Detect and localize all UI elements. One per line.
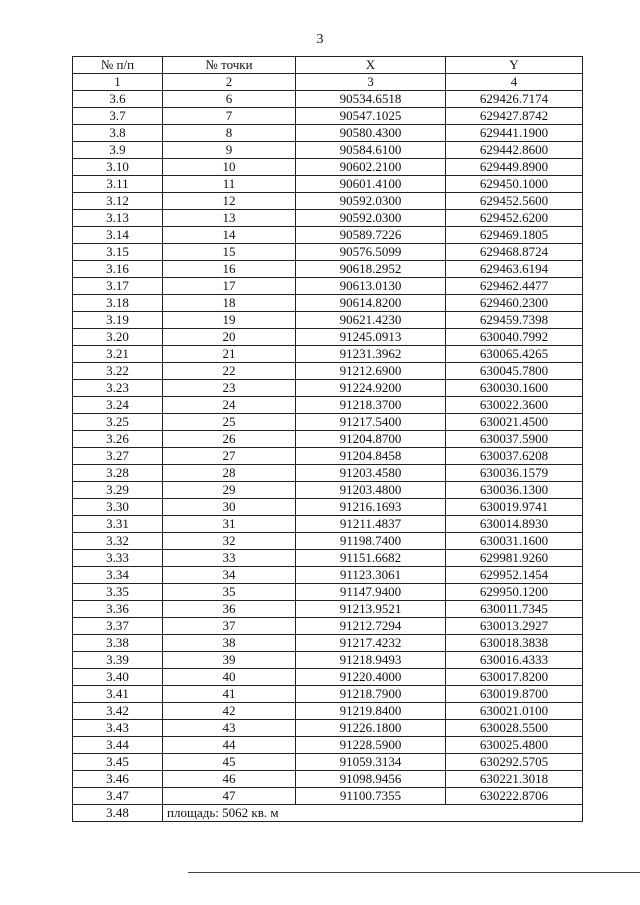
point-number-cell: 35	[163, 584, 296, 601]
point-number-cell: 17	[163, 278, 296, 295]
y-coordinate-cell: 630018.3838	[446, 635, 583, 652]
row-number-cell: 3.21	[73, 346, 163, 363]
table-row	[73, 720, 583, 737]
point-number-cell: 30	[163, 499, 296, 516]
row-number-cell: 3.46	[73, 771, 163, 788]
table-row	[73, 193, 583, 210]
y-coordinate-cell: 629452.6200	[446, 210, 583, 227]
y-coordinate-cell: 630013.2927	[446, 618, 583, 635]
point-number-cell: 16	[163, 261, 296, 278]
x-coordinate-cell: 90547.1025	[296, 108, 446, 125]
row-number-cell: 3.7	[73, 108, 163, 125]
point-number-cell: 9	[163, 142, 296, 159]
point-number-cell: 11	[163, 176, 296, 193]
row-number-cell: 3.24	[73, 397, 163, 414]
table-row	[73, 125, 583, 142]
x-coordinate-cell: 90621.4230	[296, 312, 446, 329]
row-number-cell: 3.47	[73, 788, 163, 805]
row-number-cell: 3.37	[73, 618, 163, 635]
y-coordinate-cell: 630019.8700	[446, 686, 583, 703]
x-coordinate-cell: 90589.7226	[296, 227, 446, 244]
row-number-cell: 3.15	[73, 244, 163, 261]
header-row-number: № п/п	[73, 57, 163, 74]
table-row	[73, 414, 583, 431]
x-coordinate-cell: 91151.6682	[296, 550, 446, 567]
row-number-cell: 3.33	[73, 550, 163, 567]
table-row	[73, 669, 583, 686]
x-coordinate-cell: 91217.5400	[296, 414, 446, 431]
x-coordinate-cell: 91218.7900	[296, 686, 446, 703]
x-coordinate-cell: 91213.9521	[296, 601, 446, 618]
header-point-number: № точки	[163, 57, 296, 74]
table-row	[73, 312, 583, 329]
y-coordinate-cell: 629468.8724	[446, 244, 583, 261]
row-number-cell: 3.9	[73, 142, 163, 159]
table-row	[73, 567, 583, 584]
x-coordinate-cell: 91098.9456	[296, 771, 446, 788]
x-coordinate-cell: 91204.8458	[296, 448, 446, 465]
y-coordinate-cell: 629952.1454	[446, 567, 583, 584]
row-number-cell: 3.28	[73, 465, 163, 482]
row-number-cell: 3.18	[73, 295, 163, 312]
x-coordinate-cell: 91218.9493	[296, 652, 446, 669]
point-number-cell: 12	[163, 193, 296, 210]
row-number-cell: 3.8	[73, 125, 163, 142]
table-row	[73, 516, 583, 533]
table-row	[73, 550, 583, 567]
row-number-cell: 3.16	[73, 261, 163, 278]
x-coordinate-cell: 90576.5099	[296, 244, 446, 261]
point-number-cell: 27	[163, 448, 296, 465]
table-row	[73, 737, 583, 754]
row-number-cell: 3.6	[73, 91, 163, 108]
y-coordinate-cell: 630025.4800	[446, 737, 583, 754]
table-row	[73, 227, 583, 244]
row-number-cell: 3.25	[73, 414, 163, 431]
table-row	[73, 397, 583, 414]
table-row	[73, 346, 583, 363]
y-coordinate-cell: 629463.6194	[446, 261, 583, 278]
y-coordinate-cell: 629462.4477	[446, 278, 583, 295]
point-number-cell: 7	[163, 108, 296, 125]
y-coordinate-cell: 629460.2300	[446, 295, 583, 312]
x-coordinate-cell: 91219.8400	[296, 703, 446, 720]
point-number-cell: 22	[163, 363, 296, 380]
x-coordinate-cell: 91123.3061	[296, 567, 446, 584]
point-number-cell: 36	[163, 601, 296, 618]
row-number-cell: 3.38	[73, 635, 163, 652]
y-coordinate-cell: 630017.8200	[446, 669, 583, 686]
x-coordinate-cell: 91212.6900	[296, 363, 446, 380]
y-coordinate-cell: 630019.9741	[446, 499, 583, 516]
x-coordinate-cell: 90618.2952	[296, 261, 446, 278]
point-number-cell: 44	[163, 737, 296, 754]
row-number-cell: 3.26	[73, 431, 163, 448]
row-number-cell: 3.11	[73, 176, 163, 193]
y-coordinate-cell: 629426.7174	[446, 91, 583, 108]
y-coordinate-cell: 630045.7800	[446, 363, 583, 380]
table-row	[73, 533, 583, 550]
table-row	[73, 244, 583, 261]
y-coordinate-cell: 630036.1300	[446, 482, 583, 499]
row-number-cell: 3.44	[73, 737, 163, 754]
table-row	[73, 278, 583, 295]
row-number-cell: 3.17	[73, 278, 163, 295]
x-coordinate-cell: 91231.3962	[296, 346, 446, 363]
y-coordinate-cell: 630022.3600	[446, 397, 583, 414]
y-coordinate-cell: 630021.4500	[446, 414, 583, 431]
table-row	[73, 754, 583, 771]
table-row	[73, 108, 583, 125]
row-number-cell: 3.45	[73, 754, 163, 771]
table-row	[73, 261, 583, 278]
y-coordinate-cell: 630014.8930	[446, 516, 583, 533]
table-row	[73, 584, 583, 601]
x-coordinate-cell: 91198.7400	[296, 533, 446, 550]
point-number-cell: 33	[163, 550, 296, 567]
point-number-cell: 26	[163, 431, 296, 448]
row-number-cell: 3.32	[73, 533, 163, 550]
row-number-cell: 3.30	[73, 499, 163, 516]
point-number-cell: 47	[163, 788, 296, 805]
x-coordinate-cell: 90534.6518	[296, 91, 446, 108]
table-row	[73, 703, 583, 720]
table-row	[73, 635, 583, 652]
row-number-cell: 3.27	[73, 448, 163, 465]
table-row	[73, 431, 583, 448]
y-coordinate-cell: 630036.1579	[446, 465, 583, 482]
y-coordinate-cell: 630031.1600	[446, 533, 583, 550]
y-coordinate-cell: 630016.4333	[446, 652, 583, 669]
y-coordinate-cell: 630292.5705	[446, 754, 583, 771]
table-row	[73, 601, 583, 618]
table-row	[73, 448, 583, 465]
x-coordinate-cell: 91212.7294	[296, 618, 446, 635]
row-number-cell: 3.22	[73, 363, 163, 380]
point-number-cell: 10	[163, 159, 296, 176]
bottom-rule	[188, 872, 640, 873]
y-coordinate-cell: 630028.5500	[446, 720, 583, 737]
y-coordinate-cell: 630011.7345	[446, 601, 583, 618]
x-coordinate-cell: 90592.0300	[296, 193, 446, 210]
table-body	[73, 91, 583, 805]
row-number-cell: 3.36	[73, 601, 163, 618]
table-row	[73, 380, 583, 397]
table-row	[73, 363, 583, 380]
point-number-cell: 37	[163, 618, 296, 635]
y-coordinate-cell: 629450.1000	[446, 176, 583, 193]
x-coordinate-cell: 91100.7355	[296, 788, 446, 805]
row-number-cell: 3.23	[73, 380, 163, 397]
point-number-cell: 41	[163, 686, 296, 703]
point-number-cell: 40	[163, 669, 296, 686]
point-number-cell: 20	[163, 329, 296, 346]
x-coordinate-cell: 91216.1693	[296, 499, 446, 516]
table-row	[73, 329, 583, 346]
y-coordinate-cell: 630037.6208	[446, 448, 583, 465]
x-coordinate-cell: 91204.8700	[296, 431, 446, 448]
x-coordinate-cell: 91203.4580	[296, 465, 446, 482]
row-number-cell: 3.10	[73, 159, 163, 176]
y-coordinate-cell: 630037.5900	[446, 431, 583, 448]
row-number-cell: 3.42	[73, 703, 163, 720]
point-number-cell: 18	[163, 295, 296, 312]
point-number-cell: 25	[163, 414, 296, 431]
y-coordinate-cell: 630040.7992	[446, 329, 583, 346]
header-x: X	[296, 57, 446, 74]
column-index: 2	[163, 74, 296, 91]
table-index-row	[73, 74, 583, 91]
row-number-cell: 3.13	[73, 210, 163, 227]
row-number-cell: 3.19	[73, 312, 163, 329]
point-number-cell: 28	[163, 465, 296, 482]
table-row	[73, 499, 583, 516]
row-number-cell: 3.29	[73, 482, 163, 499]
row-number-cell: 3.43	[73, 720, 163, 737]
table-row	[73, 788, 583, 805]
row-number-cell: 3.31	[73, 516, 163, 533]
point-number-cell: 19	[163, 312, 296, 329]
row-number-cell: 3.34	[73, 567, 163, 584]
point-number-cell: 21	[163, 346, 296, 363]
y-coordinate-cell: 629469.1805	[446, 227, 583, 244]
y-coordinate-cell: 630021.0100	[446, 703, 583, 720]
point-number-cell: 34	[163, 567, 296, 584]
row-number-cell: 3.39	[73, 652, 163, 669]
row-number-cell: 3.40	[73, 669, 163, 686]
row-number-cell: 3.41	[73, 686, 163, 703]
y-coordinate-cell: 629950.1200	[446, 584, 583, 601]
table-row	[73, 210, 583, 227]
footer-number: 3.48	[73, 805, 163, 822]
header-y: Y	[446, 57, 583, 74]
x-coordinate-cell: 90580.4300	[296, 125, 446, 142]
point-number-cell: 31	[163, 516, 296, 533]
x-coordinate-cell: 91203.4800	[296, 482, 446, 499]
point-number-cell: 43	[163, 720, 296, 737]
x-coordinate-cell: 90584.6100	[296, 142, 446, 159]
y-coordinate-cell: 629452.5600	[446, 193, 583, 210]
table-row	[73, 91, 583, 108]
point-number-cell: 24	[163, 397, 296, 414]
point-number-cell: 38	[163, 635, 296, 652]
x-coordinate-cell: 91211.4837	[296, 516, 446, 533]
column-index: 3	[296, 74, 446, 91]
row-number-cell: 3.14	[73, 227, 163, 244]
table-row	[73, 176, 583, 193]
y-coordinate-cell: 630221.3018	[446, 771, 583, 788]
table-row	[73, 618, 583, 635]
y-coordinate-cell: 629427.8742	[446, 108, 583, 125]
table-header-row	[73, 57, 583, 74]
y-coordinate-cell: 629442.8600	[446, 142, 583, 159]
x-coordinate-cell: 90592.0300	[296, 210, 446, 227]
y-coordinate-cell: 629981.9260	[446, 550, 583, 567]
x-coordinate-cell: 91220.4000	[296, 669, 446, 686]
area-text: площадь: 5062 кв. м	[163, 805, 583, 822]
y-coordinate-cell: 629441.1900	[446, 125, 583, 142]
table-row	[73, 159, 583, 176]
table-row	[73, 465, 583, 482]
x-coordinate-cell: 91245.0913	[296, 329, 446, 346]
point-number-cell: 45	[163, 754, 296, 771]
point-number-cell: 15	[163, 244, 296, 261]
table-footer-row	[73, 805, 583, 822]
point-number-cell: 39	[163, 652, 296, 669]
point-number-cell: 32	[163, 533, 296, 550]
table-row	[73, 295, 583, 312]
row-number-cell: 3.20	[73, 329, 163, 346]
x-coordinate-cell: 91059.3134	[296, 754, 446, 771]
column-index: 4	[446, 74, 583, 91]
x-coordinate-cell: 91217.4232	[296, 635, 446, 652]
row-number-cell: 3.35	[73, 584, 163, 601]
table-row	[73, 652, 583, 669]
x-coordinate-cell: 90602.2100	[296, 159, 446, 176]
x-coordinate-cell: 91147.9400	[296, 584, 446, 601]
point-number-cell: 8	[163, 125, 296, 142]
point-number-cell: 42	[163, 703, 296, 720]
x-coordinate-cell: 90613.0130	[296, 278, 446, 295]
table-row	[73, 771, 583, 788]
x-coordinate-cell: 90601.4100	[296, 176, 446, 193]
point-number-cell: 6	[163, 91, 296, 108]
y-coordinate-cell: 630222.8706	[446, 788, 583, 805]
point-number-cell: 14	[163, 227, 296, 244]
table-row	[73, 482, 583, 499]
column-index: 1	[73, 74, 163, 91]
table-row	[73, 686, 583, 703]
point-number-cell: 23	[163, 380, 296, 397]
coordinates-table	[72, 56, 583, 822]
point-number-cell: 29	[163, 482, 296, 499]
y-coordinate-cell: 630030.1600	[446, 380, 583, 397]
page-number: 3	[316, 32, 324, 47]
x-coordinate-cell: 91226.1800	[296, 720, 446, 737]
point-number-cell: 13	[163, 210, 296, 227]
x-coordinate-cell: 91224.9200	[296, 380, 446, 397]
row-number-cell: 3.12	[73, 193, 163, 210]
point-number-cell: 46	[163, 771, 296, 788]
y-coordinate-cell: 629449.8900	[446, 159, 583, 176]
table-row	[73, 142, 583, 159]
y-coordinate-cell: 629459.7398	[446, 312, 583, 329]
y-coordinate-cell: 630065.4265	[446, 346, 583, 363]
x-coordinate-cell: 91218.3700	[296, 397, 446, 414]
x-coordinate-cell: 91228.5900	[296, 737, 446, 754]
x-coordinate-cell: 90614.8200	[296, 295, 446, 312]
